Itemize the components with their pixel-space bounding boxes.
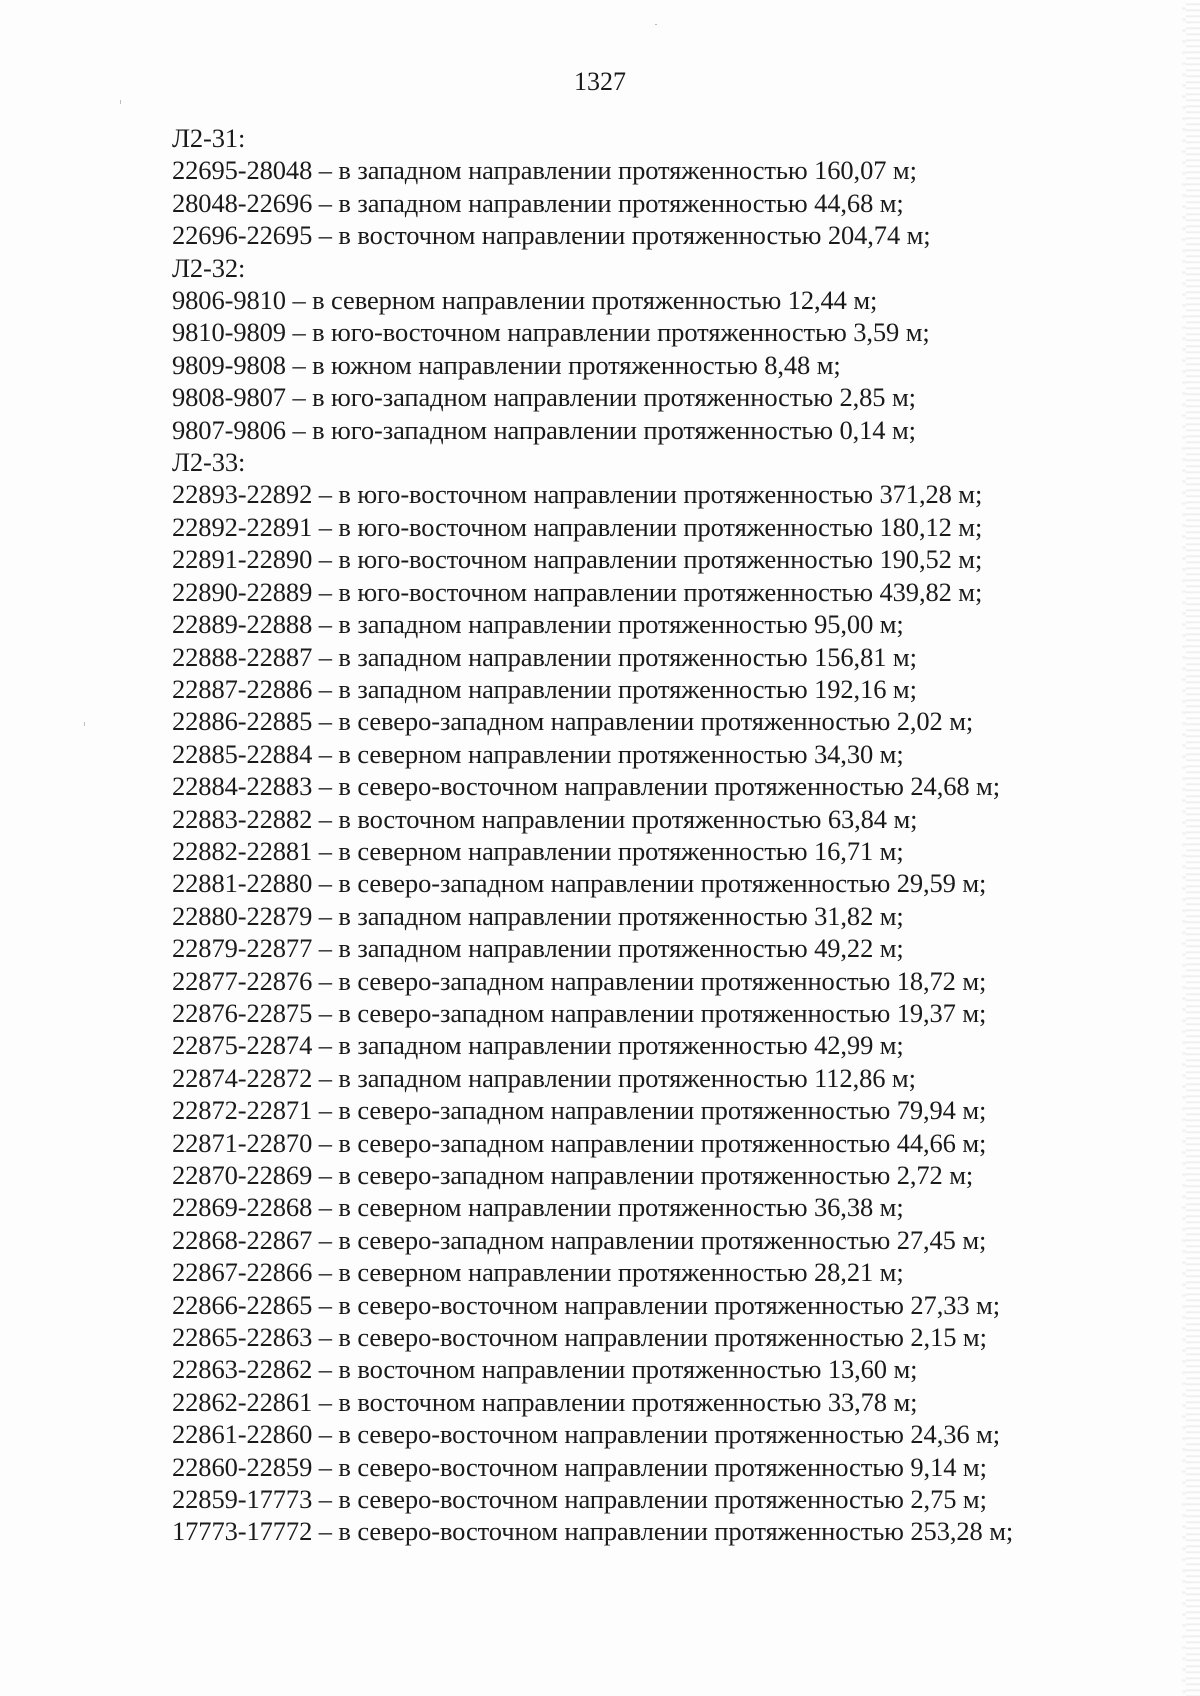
text-line: Л2-33: — [172, 447, 246, 478]
text-line: 9810-9809 – в юго-восточном направлении протяженностью 3,59 м; — [172, 317, 930, 348]
text-line: 9809-9808 – в южном направлении протяженностью 8,48 м; — [172, 349, 841, 380]
text-line: 22892-22891 – в юго-восточном направлении протяженностью 180,12 м; — [172, 511, 983, 542]
text-line: 17773-17772 – в северо-восточном направлении протяженностью 253,28 м; — [172, 1516, 1014, 1547]
text-line: 22893-22892 – в юго-восточном направлении протяженностью 371,28 м; — [172, 479, 983, 510]
text-line: 22881-22880 – в северо-западном направлении протяженностью 29,59 м; — [172, 868, 987, 899]
text-line: 22695-28048 – в западном направлении протяженностью 160,07 м; — [172, 155, 917, 186]
text-line: 22885-22884 – в северном направлении протяженностью 34,30 м; — [172, 738, 904, 769]
scan-mark — [655, 24, 657, 25]
text-line: 22887-22886 – в западном направлении протяженностью 192,16 м; — [172, 673, 917, 704]
text-line: 9808-9807 – в юго-западном направлении протяженностью 2,85 м; — [172, 382, 916, 413]
text-line: 22886-22885 – в северо-западном направлении протяженностью 2,02 м; — [172, 706, 974, 737]
text-line: 22696-22695 – в восточном направлении протяженностью 204,74 м; — [172, 220, 931, 251]
text-line: 22872-22871 – в северо-западном направлении протяженностью 79,94 м; — [172, 1095, 987, 1126]
text-line: 22867-22866 – в северном направлении протяженностью 28,21 м; — [172, 1257, 904, 1288]
text-line: 9807-9806 – в юго-западном направлении протяженностью 0,14 м; — [172, 414, 916, 445]
scan-mark — [84, 722, 85, 726]
text-line: 22883-22882 – в восточном направлении протяженностью 63,84 м; — [172, 803, 918, 834]
text-line: 22871-22870 – в северо-западном направлении протяженностью 44,66 м; — [172, 1127, 987, 1158]
text-line: Л2-32: — [172, 252, 246, 283]
page-number: 1327 — [574, 67, 626, 96]
text-line: 22882-22881 – в северном направлении протяженностью 16,71 м; — [172, 835, 904, 866]
text-line: 22865-22863 – в северо-восточном направлении протяженностью 2,15 м; — [172, 1322, 987, 1353]
text-line: 22862-22861 – в восточном направлении протяженностью 33,78 м; — [172, 1386, 918, 1417]
text-line: 22866-22865 – в северо-восточном направлении протяженностью 27,33 м; — [172, 1289, 1000, 1320]
text-line: 22877-22876 – в северо-западном направлении протяженностью 18,72 м; — [172, 965, 987, 996]
text-line: 22861-22860 – в северо-восточном направлении протяженностью 24,36 м; — [172, 1419, 1000, 1450]
scan-edge-artifact — [1186, 0, 1200, 1696]
text-line: 22859-17773 – в северо-восточном направлении протяженностью 2,75 м; — [172, 1484, 987, 1515]
text-line: 22884-22883 – в северо-восточном направлении протяженностью 24,68 м; — [172, 771, 1000, 802]
text-line: 22868-22867 – в северо-западном направлении протяженностью 27,45 м; — [172, 1224, 987, 1255]
text-line: 22889-22888 – в западном направлении протяженностью 95,00 м; — [172, 609, 904, 640]
text-line: 22875-22874 – в западном направлении протяженностью 42,99 м; — [172, 1030, 904, 1061]
text-line: 22890-22889 – в юго-восточном направлении протяженностью 439,82 м; — [172, 576, 983, 607]
text-line: 22879-22877 – в западном направлении протяженностью 49,22 м; — [172, 933, 904, 964]
text-line: 22880-22879 – в западном направлении протяженностью 31,82 м; — [172, 900, 904, 931]
text-line: Л2-31: — [172, 123, 246, 153]
text-line: 22876-22875 – в северо-западном направлении протяженностью 19,37 м; — [172, 997, 987, 1028]
text-line: 22888-22887 – в западном направлении протяженностью 156,81 м; — [172, 641, 917, 672]
text-line: 22874-22872 – в западном направлении протяженностью 112,86 м; — [172, 1062, 916, 1093]
text-line: 28048-22696 – в западном направлении протяженностью 44,68 м; — [172, 187, 904, 218]
scan-mark — [120, 100, 121, 104]
text-line: 22860-22859 – в северо-восточном направлении протяженностью 9,14 м; — [172, 1451, 987, 1482]
boundary-description-list — [172, 122, 1122, 1548]
text-line: 22863-22862 – в восточном направлении протяженностью 13,60 м; — [172, 1354, 918, 1385]
text-line: 9806-9810 – в северном направлении протяженностью 12,44 м; — [172, 285, 878, 316]
text-line: 22870-22869 – в северо-западном направлении протяженностью 2,72 м; — [172, 1160, 974, 1190]
text-line: 22869-22868 – в северном направлении протяженностью 36,38 м; — [172, 1192, 904, 1223]
text-line: 22891-22890 – в юго-восточном направлении протяженностью 190,52 м; — [172, 544, 983, 575]
